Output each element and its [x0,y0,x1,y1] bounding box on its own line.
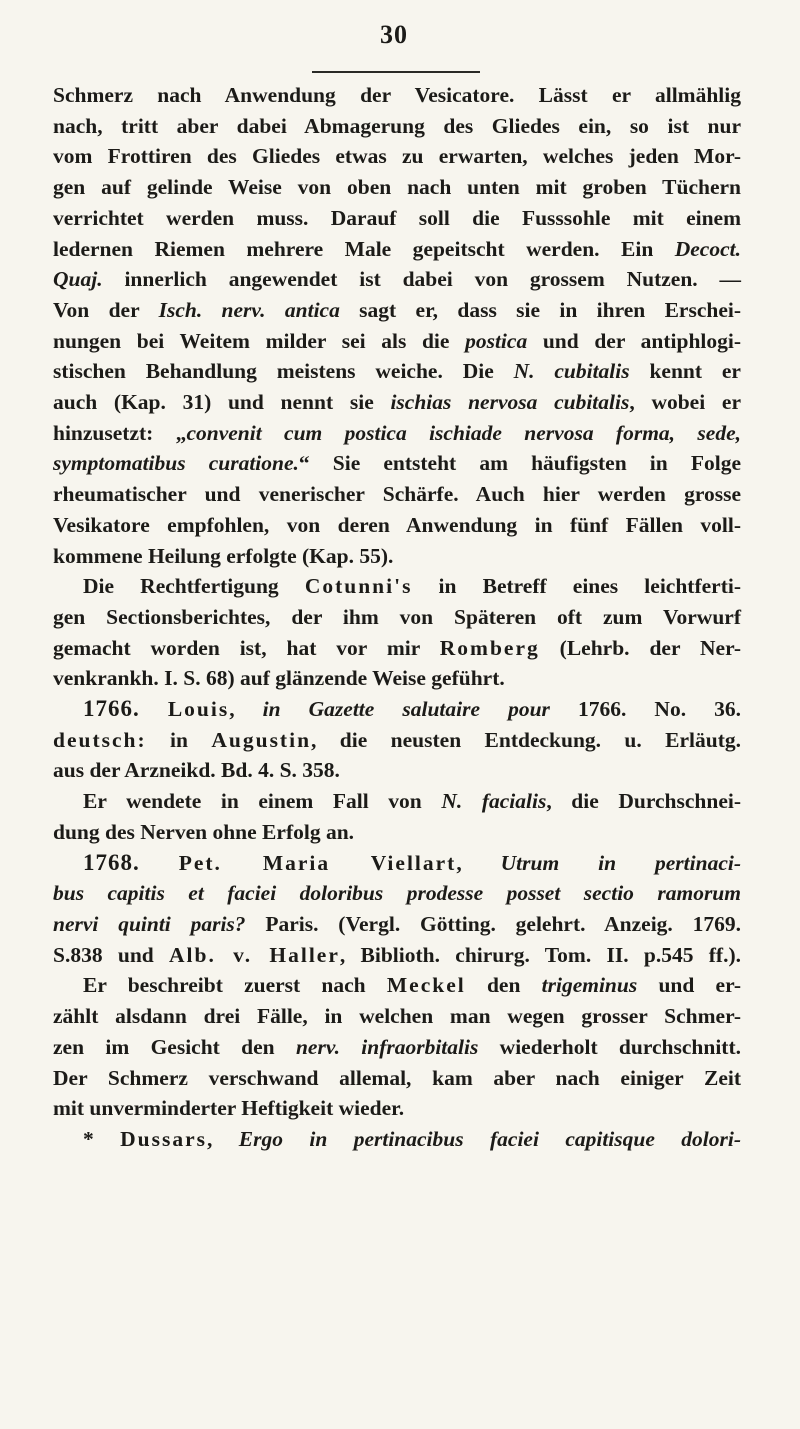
text-line: nungen bei Weitem milder sei als die postica und der antiphlogi- [53,328,742,353]
text-line: 1766. Louis, in Gazette salutaire pour 1766. No. 36. [83,696,742,722]
text-line: zählt alsdann drei Fälle, in welchen man wegen grosser Schmer- [53,1004,741,1029]
text-line: gemacht worden ist, hat vor mir Romberg (Lehrb. der Ner- [53,635,741,660]
text-line: Vesikatore empfohlen, von deren Anwendung in fünf Fällen voll- [53,512,741,537]
text-line: Er beschreibt zuerst nach Meckel den trigeminus und er- [83,973,741,998]
text-line: bus capitis et faciei doloribus prodesse posset sectio ramorum [53,881,741,906]
text-line: Der Schmerz verschwand allemal, kam aber nach einiger Zeit [53,1065,741,1090]
text-line: gen Sectionsberichtes, der ihm von Späteren oft zum Vorwurf [53,604,741,629]
text-line: rheumatischer und venerischer Schärfe. Auch hier werden grosse [53,482,741,507]
text-line: gen auf gelinde Weise von oben nach unten mit groben Tüchern [53,175,741,200]
text-line: dung des Nerven ohne Erfolg an. [53,819,355,844]
header-rule [312,71,480,73]
text-line: kommene Heilung erfolgte (Kap. 55). [53,543,394,568]
page-number: 30 [380,20,408,49]
text-line: Die Rechtfertigung Cotunni's in Betreff eines leichtferti- [83,574,741,599]
text-line: S.838 und Alb. v. Haller, Biblioth. chirurg. Tom. II. p.545 ff.). [53,942,741,967]
text-line: nach, tritt aber dabei Abmagerung des Gliedes ein, so ist nur [53,113,741,138]
text-line: venkrankh. I. S. 68) auf glänzende Weise geführt. [53,666,505,691]
text-line: stischen Behandlung meistens weiche. Die N. cubitalis kennt er [53,359,741,384]
text-line: ledernen Riemen mehrere Male gepeitscht werden. Ein Decoct. [53,236,741,261]
text-line: 1768. Pet. Maria Viellart, Utrum in pertinaci- [83,849,741,875]
text-line: verrichtet werden muss. Darauf soll die Fusssohle mit einem [53,205,741,230]
text-line: deutsch: in Augustin, die neusten Entdeckung. u. Erläutg. [53,727,741,752]
text-line: * Dussars, Ergo in pertinacibus faciei capitisque dolori- [83,1126,742,1151]
text-line: Quaj. innerlich angewendet ist dabei von grossem Nutzen. — [53,267,741,292]
text-line: symptomatibus curatione.“ Sie entsteht am häufigsten in Folge [53,451,741,476]
text-line: vom Frottiren des Gliedes etwas zu erwarten, welches jeden Mor- [53,144,741,169]
text-line: Schmerz nach Anwendung der Vesicatore. Lässt er allmählig [53,83,741,107]
text-line: Er wendete in einem Fall von N. facialis, die Durchschnei- [83,789,741,814]
text-line: zen im Gesicht den nerv. infraorbitalis wiederholt durchschnitt. [53,1034,741,1059]
body-text [53,80,741,1155]
text-line: hinzusetzt: „convenit cum postica ischiade nervosa forma, sede, [53,420,741,445]
text-line: mit unverminderter Heftigkeit wieder. [53,1096,405,1121]
text-line: nervi quinti paris? Paris. (Vergl. Götting. gelehrt. Anzeig. 1769. [53,911,741,936]
text-line: aus der Arzneikd. Bd. 4. S. 358. [53,758,340,783]
text-line: auch (Kap. 31) und nennt sie ischias nervosa cubitalis, wobei er [53,390,741,415]
text-line: Von der Isch. nerv. antica sagt er, dass sie in ihren Erschei- [53,297,742,322]
